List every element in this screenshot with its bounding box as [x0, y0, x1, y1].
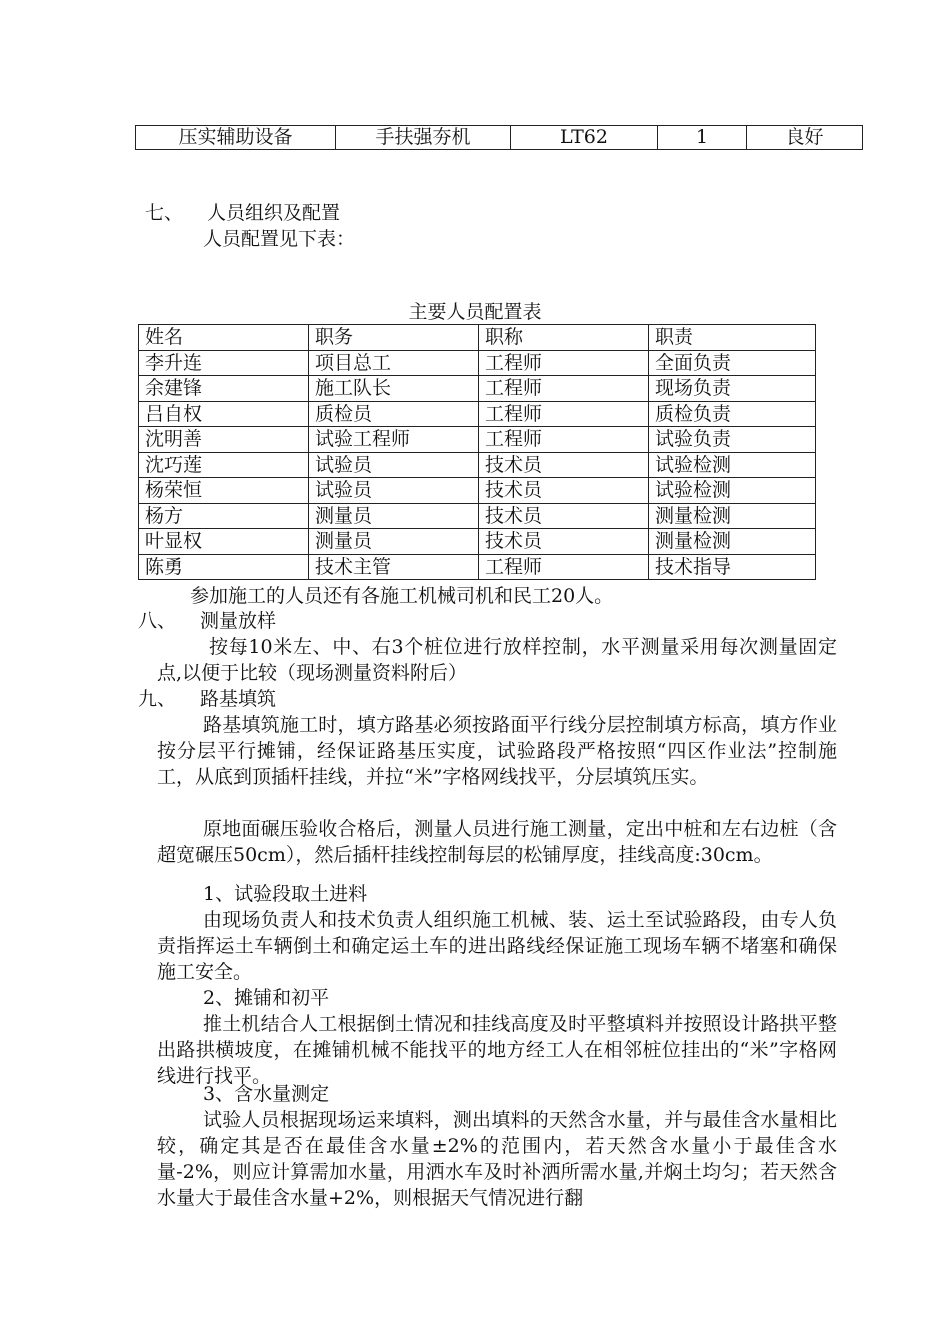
cell-title: 技术员 [479, 452, 649, 478]
table-row [139, 401, 816, 427]
cell-name: 杨方 [139, 503, 309, 529]
table-row [139, 529, 816, 555]
cell-title: 工程师 [479, 376, 649, 402]
cell-position: 测量员 [309, 529, 479, 555]
table-row [136, 126, 863, 150]
cell-title: 技术员 [479, 478, 649, 504]
staff-table [138, 324, 816, 580]
table-row [139, 452, 816, 478]
equipment-category: 压实辅助设备 [136, 126, 336, 150]
section9-title: 路基填筑 [200, 688, 277, 710]
section8-title: 测量放样 [200, 610, 277, 632]
equipment-condition: 良好 [747, 126, 863, 150]
cell-title: 工程师 [479, 554, 649, 580]
section7-title: 人员组织及配置 [207, 202, 341, 224]
subsection-2-body: 推土机结合人工根据倒土情况和挂线高度及时平整填料并按照设计路拱平整出路拱横坡度，在摊铺机械不能找平的地方经工人在相邻桩位挂出的“米”字格网线进行找平。 [157, 1013, 837, 1087]
cell-name: 吕自权 [139, 401, 309, 427]
header-cell: 姓名 [139, 325, 309, 351]
cell-duty: 全面负责 [649, 350, 816, 376]
table-row [139, 350, 816, 376]
cell-title: 工程师 [479, 401, 649, 427]
cell-position: 技术主管 [309, 554, 479, 580]
cell-position: 试验员 [309, 478, 479, 504]
staff-table-title: 主要人员配置表 [408, 301, 542, 323]
cell-position: 试验工程师 [309, 427, 479, 453]
cell-duty: 测量检测 [649, 529, 816, 555]
section7-intro: 人员配置见下表： [203, 228, 356, 250]
cell-duty: 现场负责 [649, 376, 816, 402]
cell-duty: 试验检测 [649, 452, 816, 478]
cell-duty: 测量检测 [649, 503, 816, 529]
cell-name: 李升连 [139, 350, 309, 376]
cell-duty: 技术指导 [649, 554, 816, 580]
header-cell: 职称 [479, 325, 649, 351]
section8-number: 八、 [138, 610, 177, 632]
cell-name: 杨荣恒 [139, 478, 309, 504]
extra-staff-note: 参加施工的人员还有各施工机械司机和民工20人。 [190, 585, 614, 607]
cell-name: 沈巧莲 [139, 452, 309, 478]
subsection-3-body: 试验人员根据现场运来填料，测出填料的天然含水量，并与最佳含水量相比较，确定其是否在最佳含水量±2%的范围内，若天然含水量小于最佳含水量-2%，则应计算需加水量，用洒水车及时补洒所需水量,并焖土均匀；若天然含水量大于最佳含水量+2%，则根据天气情况进行翻 [157, 1109, 837, 1209]
subsection-1-title: 1、试验段取土进料 [203, 883, 368, 905]
cell-title: 工程师 [479, 350, 649, 376]
section9-number: 九、 [138, 688, 177, 710]
cell-title: 技术员 [479, 503, 649, 529]
cell-title: 技术员 [479, 529, 649, 555]
cell-name: 叶显权 [139, 529, 309, 555]
section8-body: 按每10米左、中、右3个桩位进行放样控制，水平测量采用每次测量固定点,以便于比较（现场测量资料附后） [157, 636, 837, 684]
cell-position: 试验员 [309, 452, 479, 478]
equipment-count: 1 [658, 126, 747, 150]
section7-heading [145, 200, 340, 226]
section8-heading [138, 608, 276, 634]
section7-number: 七、 [145, 202, 184, 224]
cell-title: 工程师 [479, 427, 649, 453]
table-row [139, 427, 816, 453]
table-row [139, 376, 816, 402]
header-cell: 职责 [649, 325, 816, 351]
section9-heading [138, 686, 276, 712]
equipment-name: 手扶强夯机 [336, 126, 511, 150]
table-row [139, 503, 816, 529]
table-row [139, 478, 816, 504]
cell-name: 沈明善 [139, 427, 309, 453]
cell-position: 测量员 [309, 503, 479, 529]
table-row [139, 554, 816, 580]
cell-position: 施工队长 [309, 376, 479, 402]
cell-name: 陈勇 [139, 554, 309, 580]
table-header-row [139, 325, 816, 351]
section9-paragraph-2: 原地面碾压验收合格后，测量人员进行施工测量，定出中桩和左右边桩（含超宽碾压50cm），然后插杆挂线控制每层的松铺厚度，挂线高度:30cm。 [157, 818, 837, 866]
cell-position: 质检员 [309, 401, 479, 427]
equipment-model: LT62 [511, 126, 658, 150]
cell-position: 项目总工 [309, 350, 479, 376]
equipment-table [135, 125, 863, 150]
cell-name: 余建锋 [139, 376, 309, 402]
subsection-3-title: 3、含水量测定 [203, 1083, 330, 1105]
subsection-1-body: 由现场负责人和技术负责人组织施工机械、装、运土至试验路段，由专人负责指挥运土车辆倒土和确定运土车的进出路线经保证施工现场车辆不堵塞和确保施工安全。 [157, 909, 837, 983]
cell-duty: 质检负责 [649, 401, 816, 427]
cell-duty: 试验检测 [649, 478, 816, 504]
header-cell: 职务 [309, 325, 479, 351]
subsection-2-title: 2、摊铺和初平 [203, 987, 330, 1009]
cell-duty: 试验负责 [649, 427, 816, 453]
section9-paragraph-1: 路基填筑施工时，填方路基必须按路面平行线分层控制填方标高，填方作业按分层平行摊铺，经保证路基压实度，试验路段严格按照“四区作业法”控制施工，从底到顶插杆挂线，并拉“米”字格网线找平，分层填筑压实。 [157, 714, 837, 788]
